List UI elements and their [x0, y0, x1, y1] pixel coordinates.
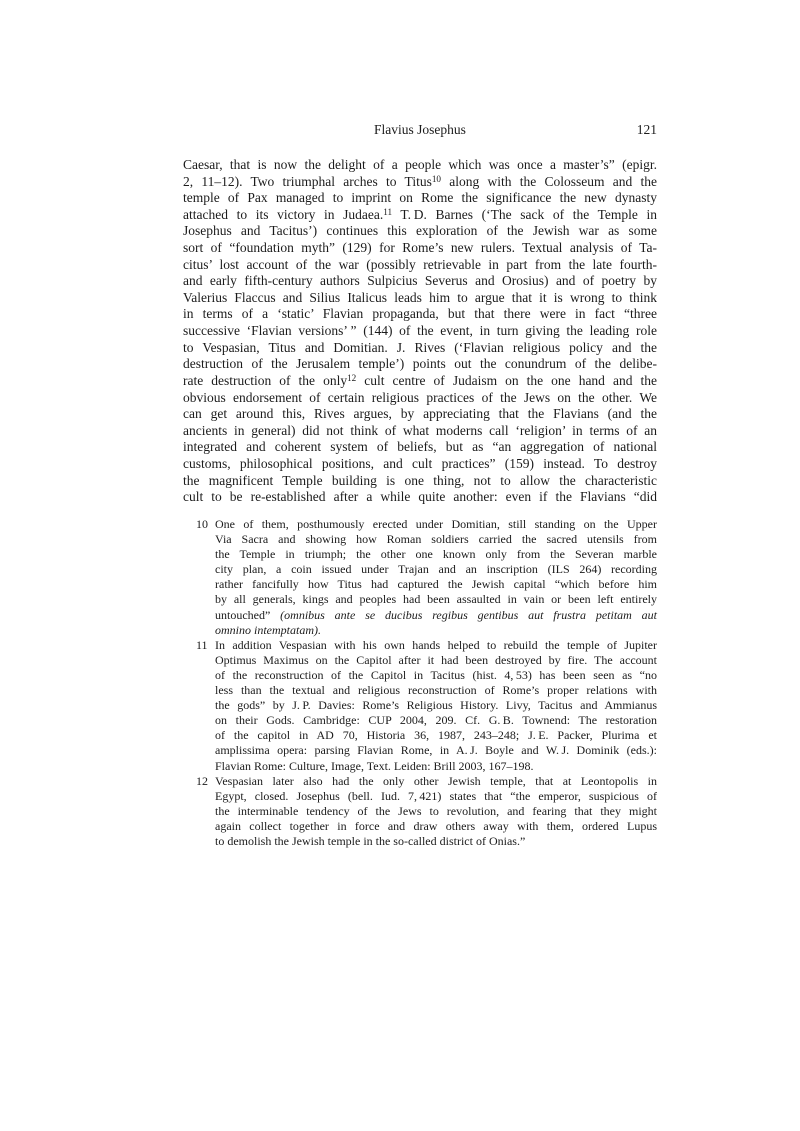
- text-segment: less than the textual and religious reconstruction of Rome’s proper relations with: [215, 683, 657, 698]
- text-line: [183, 439, 657, 456]
- footnote-text: [215, 774, 657, 849]
- footnote-text: [215, 517, 657, 638]
- text-segment: rate destruction of the only: [183, 372, 348, 388]
- text-segment: integrated and coherent system of beliefs, but as “an aggregation of national: [183, 439, 657, 455]
- text-segment: amplissima opera: parsing Flavian Rome, in A. J. Boyle and W. J. Dominik (eds.):: [215, 743, 657, 758]
- text-line: [215, 668, 657, 683]
- text-line: [215, 577, 657, 592]
- text-line: [183, 157, 657, 174]
- text-segment: T. D. Barnes (‘The sack of the Temple in: [392, 206, 657, 222]
- text-segment: destruction of the Jerusalem temple’) points out the conundrum of the delibe-: [183, 356, 657, 372]
- text-line: [183, 257, 657, 274]
- text-segment: Caesar, that is now the delight of a people which was once a master’s” (epigr.: [183, 157, 657, 172]
- text-segment: Flavian Rome: Culture, Image, Text. Leiden: Brill 2003, 167–198.: [215, 758, 534, 773]
- text-segment: rather fancifully how Titus had captured the Jewish capital “which before him: [215, 577, 657, 592]
- text-segment: to Vespasian, Titus and Domitian. J. Rives (‘Flavian religious policy and the: [183, 339, 657, 355]
- text-segment: Egypt, closed. Josephus (bell. Iud. 7, 421) states that “the emperor, suspicious of: [215, 788, 657, 803]
- text-segment: can get around this, Rives argues, by appreciating that the Flavians (and the: [183, 406, 657, 422]
- text-line: [183, 174, 657, 191]
- text-line: [183, 207, 657, 224]
- text-segment: in terms of a ‘static’ Flavian propaganda, but that there were in fact “three: [183, 306, 657, 322]
- text-line: [215, 819, 657, 834]
- text-segment: sort of “foundation myth” (129) for Rome’s new rulers. Textual analysis of Ta-: [183, 240, 657, 256]
- text-line: [215, 713, 657, 728]
- footnote-marker: 11: [383, 207, 393, 218]
- text-line: [183, 240, 657, 257]
- italic-segment: (omnibus ante se ducibus regibus gentibus aut frustra petitam aut: [280, 607, 658, 622]
- text-segment: attached to its victory in Judaea.: [183, 206, 384, 222]
- text-line: [215, 532, 657, 547]
- footnote: [183, 638, 657, 774]
- italic-segment: omnino intemptatam).: [215, 622, 321, 637]
- text-line: [215, 743, 657, 758]
- text-segment: obvious endorsement of certain religious practices of the Jews on the other. We: [183, 389, 657, 405]
- text-segment: customs, philosophical positions, and cult practices” (159) instead. To destroy: [183, 455, 657, 471]
- text-segment: temple of Pax managed to imprint on Rome the significance the new dynasty: [183, 190, 657, 206]
- footnote-number: 10: [196, 517, 208, 531]
- text-line: [183, 406, 657, 423]
- text-segment: city plan, a coin issued under Trajan and an inscription (ILS 264) recording: [215, 562, 657, 577]
- text-segment: and early fifth-century authors Sulpicius Severus and Orosius) and of poetry by: [183, 273, 657, 289]
- footnote-marker: 12: [347, 373, 357, 384]
- text-segment: cult to be re-established after a while quite another: even if the Flavians “did: [183, 489, 657, 505]
- text-segment: successive ‘Flavian versions’ ” (144) of the event, in turn giving the leading role: [183, 323, 657, 339]
- page-number: 121: [636, 122, 657, 137]
- text-segment: Optimus Maximus on the Capitol after it had been destroyed by fire. The account: [215, 652, 657, 667]
- text-line: [183, 390, 657, 407]
- footnote: [183, 774, 657, 849]
- footnote: [183, 517, 657, 638]
- text-line: [215, 728, 657, 743]
- text-segment: the interminable tendency of the Jews to revolution, and fearing that they might: [215, 803, 657, 818]
- page-title: Flavius Josephus: [374, 122, 466, 137]
- text-line: [215, 834, 657, 849]
- text-segment: on their Gods. Cambridge: CUP 2004, 209. Cf. G. B. Townend: The restoration: [215, 713, 657, 728]
- text-line: [215, 804, 657, 819]
- text-line: [215, 653, 657, 668]
- footnotes-section: [183, 517, 657, 849]
- text-line: [215, 774, 657, 789]
- text-segment: In addition Vespasian with his own hands helped to rebuild the temple of Jupiter: [215, 637, 657, 652]
- body-paragraph: [183, 157, 657, 506]
- text-line: [215, 759, 657, 774]
- text-segment: untouched”: [215, 607, 281, 622]
- text-segment: along with the Colosseum and the: [441, 173, 657, 189]
- text-segment: Vespasian later also had the only other Jewish temple, that at Leontopolis in: [215, 773, 657, 788]
- text-line: [215, 789, 657, 804]
- text-segment: of the reconstruction of the Capitol in Tacitus (hist. 4, 53) has been seen as “no: [215, 667, 657, 682]
- text-segment: the Temple in triumph; the other one known only from the Severan marble: [215, 547, 657, 562]
- text-segment: the gods” by J. P. Davies: Rome’s Religious History. Livy, Tacitus and Ammianus: [215, 698, 657, 713]
- text-segment: the magnificent Temple building is one thing, not to allow the characteristic: [183, 472, 657, 488]
- footnote-number: 11: [196, 637, 208, 652]
- text-line: [215, 562, 657, 577]
- footnote-marker: 10: [431, 174, 441, 185]
- text-segment: ancients in general) did not think of what moderns call ‘religion’ in terms of an: [183, 422, 657, 438]
- text-line: [215, 608, 657, 623]
- text-line: [183, 273, 657, 290]
- text-segment: One of them, posthumously erected under Domitian, still standing on the Upper: [215, 517, 657, 531]
- text-segment: again collect together in force and draw others away with them, ordered Lupus: [215, 818, 657, 833]
- text-line: [183, 373, 657, 390]
- text-segment: of the capitol in AD 70, Historia 36, 1987, 243–248; J. E. Packer, Plurima et: [215, 728, 657, 743]
- text-segment: Via Sacra and showing how Roman soldiers carried the sacred utensils from: [215, 532, 657, 547]
- text-line: [215, 517, 657, 532]
- text-line: [183, 456, 657, 473]
- text-segment: cult centre of Judaism on the one hand and the: [356, 372, 657, 388]
- text-line: [183, 356, 657, 373]
- text-line: [215, 547, 657, 562]
- text-segment: Josephus and Tacitus’) continues this exploration of the Jewish war as some: [183, 223, 657, 239]
- text-line: [183, 290, 657, 307]
- text-line: [183, 473, 657, 490]
- footnote-number: 12: [196, 773, 208, 788]
- text-line: [183, 423, 657, 440]
- text-line: [183, 190, 657, 207]
- text-segment: by all generals, kings and peoples had been assaulted in vain or been left entirely: [215, 592, 657, 607]
- running-header: [183, 121, 657, 138]
- text-segment: Valerius Flaccus and Silius Italicus leads him to argue that it is wrong to think: [183, 289, 657, 305]
- text-line: [215, 638, 657, 653]
- text-segment: 2, 11–12). Two triumphal arches to Titus: [183, 173, 432, 189]
- footnote-text: [215, 638, 657, 774]
- text-line: [215, 623, 657, 638]
- text-line: [183, 489, 657, 506]
- text-line: [215, 592, 657, 607]
- text-line: [183, 223, 657, 240]
- text-segment: to demolish the Jewish temple in the so-called district of Onias.”: [215, 833, 526, 848]
- text-line: [215, 698, 657, 713]
- text-line: [183, 323, 657, 340]
- text-line: [183, 340, 657, 357]
- text-line: [215, 683, 657, 698]
- text-line: [183, 306, 657, 323]
- text-segment: citus’ lost account of the war (possibly retrievable in part from the late fourth-: [183, 256, 657, 272]
